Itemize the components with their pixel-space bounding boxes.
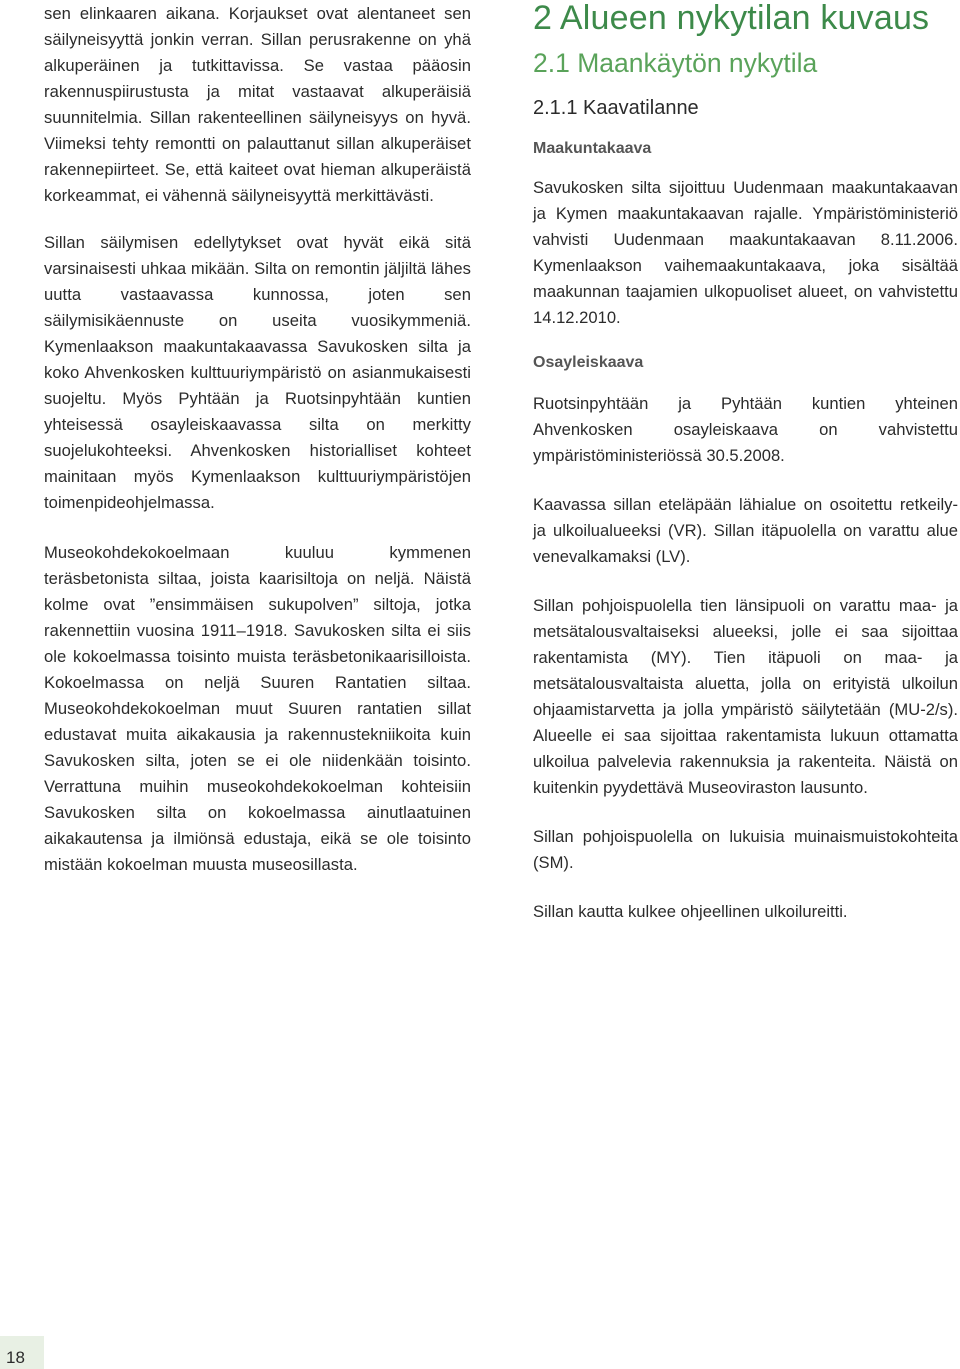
subsection-heading: 2.1.1 Kaavatilanne <box>533 97 699 119</box>
body-paragraph-1: sen elinkaaren aikana. Korjaukset ovat alentaneet sen säilyneisyyttä jonkin verran. Sillan perusrakenne on yhä alkuperäinen ja tutkittavissa. Se vastaa pääosin rakennuspiirustusta ja mitat vastaavat alkuperäisiä suunnitelmia. Sillan rakenteellinen säilyneisyys on hyvä. Viimeksi tehty remontti on palauttanut sillan alkuperäiset rakennepiirteet. Se, että kaiteet ovat hieman alkuperäistä korkeammat, ei vähennä säilyneisyyttä merkittävästi. <box>44 4 471 205</box>
chapter-heading: 2 Alueen nykytilan kuvaus <box>533 0 930 37</box>
osayleiskaava-paragraph-5: Sillan kautta kulkee ohjeellinen ulkoilureitti. <box>533 902 848 921</box>
right-column <box>533 0 958 925</box>
left-column <box>44 0 471 878</box>
body-paragraph-3: Museokohdekokoelmaan kuuluu kymmenen teräsbetonista siltaa, joista kaarisiltoja on neljä. Näistä kolme ovat ”ensimmäisen sukupolven” siltoja, jotka rakennettiin vuosina 1911–1918. Savukosken silta ei siis ole kokoelmassa toisinto muista teräsbetonikaarisilloista. Kokoelmassa on neljä Suuren Rantatien siltaa. Museokohdekokoelman muut Suuren rantatien sillat edustavat muita aikakausia ja rakennustekniikoita kuin Savukosken silta, joten se ei ole niidenkään toisinto. Verrattuna muihin museokohdekokoelman kohteisiin Savukosken silta on kokoelmassa ainutlaatuinen aikakautensa ja ilmiönsä edustaja, eikä se ole toisinto mistään kokoelman muusta museosillasta. <box>44 543 471 874</box>
body-paragraph-2: Sillan säilymisen edellytykset ovat hyvät eikä sitä varsinaisesti uhkaa mikään. Silta on remontin jäljiltä lähes uutta vastaavassa kunnossa, joten sen säilymisikäennuste on useita vuosikymmeniä. Kymenlaakson maakuntakaavassa Savukosken silta ja koko Ahvenkosken kulttuuriympäristö on asianmukaisesti suojeltu. Myös Pyhtään ja Ruotsinpyhtään kuntien yhteisessä osayleiskaavassa silta on merkitty suojelukohteeksi. Ahvenkosken historialliset kohteet mainitaan myös Kymenlaakson kulttuuriympäristöjen toimenpideohjelmassa. <box>44 233 471 512</box>
page-number-tab <box>0 1336 44 1369</box>
maakuntakaava-paragraph: Savukosken silta sijoittuu Uudenmaan maakuntakaavan ja Kymen maakuntakaavan rajalle. Ympäristöministeriö vahvisti Uudenmaan maakuntakaavan 8.11.2006. Kymenlaakson vaihemaakuntakaava, joka sisältää maakunnan taajamien ulkopuoliset alueet, on vahvistettu 14.12.2010. <box>533 178 958 327</box>
osayleiskaava-paragraph-2: Kaavassa sillan eteläpään lähialue on osoitettu retkeily- ja ulkoilualueeksi (VR). Sillan itäpuolella on varattu alue venevalkamaksi (LV). <box>533 495 958 566</box>
osayleiskaava-paragraph-1: Ruotsinpyhtään ja Pyhtään kuntien yhteinen Ahvenkosken osayleiskaava on vahvistettu ympäristöministeriössä 30.5.2008. <box>533 394 958 465</box>
section-heading: 2.1 Maankäytön nykytila <box>533 48 818 78</box>
osayleiskaava-heading: Osayleiskaava <box>533 354 644 371</box>
maakuntakaava-heading: Maakuntakaava <box>533 140 652 157</box>
page-number: 18 <box>6 1348 25 1367</box>
osayleiskaava-paragraph-3: Sillan pohjoispuolella tien länsipuoli on varattu maa- ja metsätalousvaltaiseksi alueeksi, jolle ei saa sijoittaa rakentamista (MY). Tien itäpuoli on maa- ja metsätalousvaltaista aluetta, jolla on erityistä ulkoilun ohjaamistarvetta ja jolla ympäristö säilytetään (MU-2/s). Alueelle ei saa sijoittaa rakentamista lukuun ottamatta ulkoilua palvelevia rakennuksia ja rakenteita. Näistä on kuitenkin pyydettävä Museoviraston lausunto. <box>533 596 958 797</box>
osayleiskaava-paragraph-4: Sillan pohjoispuolella on lukuisia muinaismuistokohteita (SM). <box>533 827 958 872</box>
